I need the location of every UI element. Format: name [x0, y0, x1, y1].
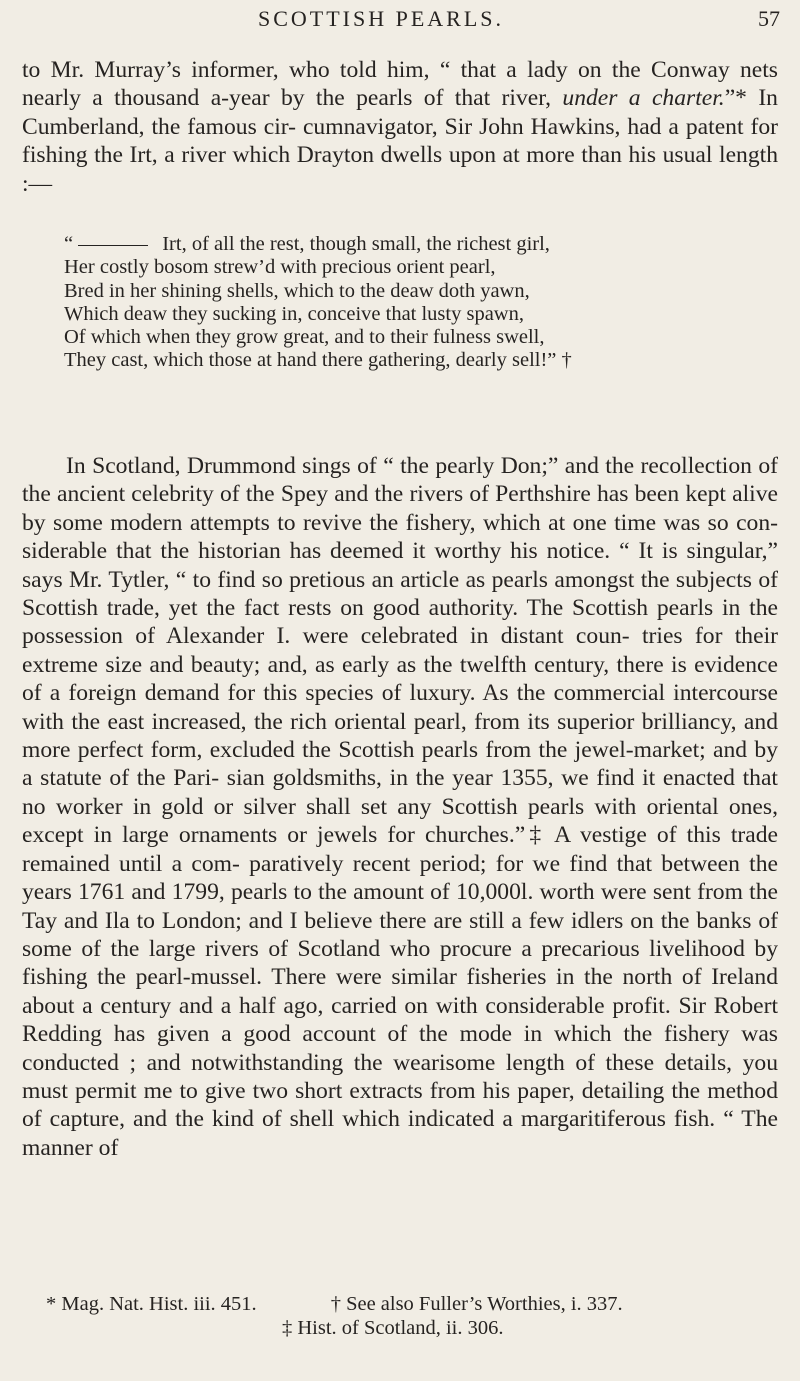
verse-line: They cast, which those at hand there gathering, dearly sell!” † — [64, 349, 572, 372]
verse-line: Her costly bosom strew’d with precious orient pearl, — [64, 256, 496, 279]
footnote-3: ‡ Hist. of Scotland, ii. 306. — [282, 1317, 504, 1339]
paragraph-intro-end: ”* In Cumberland, the famous cir- cumnavigator, Sir John Hawkins, had a patent for fishing the Irt, a river which Drayton dwells upon at more than his usual length :— — [22, 85, 778, 197]
paragraph-intro-italic: under a charter. — [562, 85, 725, 112]
footnote-1: * Mag. Nat. Hist. iii. 451. — [46, 1293, 257, 1315]
paragraph-intro — [22, 56, 778, 198]
verse-line: Of which when they grow great, and to their fulness swell, — [64, 326, 545, 349]
page-number: 57 — [758, 6, 780, 31]
verse-quotation — [64, 233, 764, 373]
running-head: SCOTTISH PEARLS. — [258, 6, 505, 31]
footnote-2: † See also Fuller’s Worthies, i. 337. — [330, 1293, 623, 1315]
verse-open-quote: “ — [64, 233, 74, 255]
footnotes — [46, 1292, 786, 1340]
verse-dash-rule — [78, 245, 148, 246]
footnote-row — [46, 1316, 786, 1340]
footnote-row — [46, 1292, 786, 1316]
paragraph-intro-text: to Mr. Murray’s informer, who told him, “ that a lady on the Conway nets nearly a thousand a-year by the pearls of that river, — [22, 57, 778, 112]
verse-line: Bred in her shining shells, which to the deaw doth yawn, — [64, 279, 530, 302]
verse-line: “ Irt, of all the rest, though small, the richest girl, — [64, 233, 550, 255]
verse-line: Which deaw they sucking in, conceive that lusty spawn, — [64, 302, 524, 325]
paragraph-scotland: In Scotland, Drummond sings of “ the pearly Don;” and the recollection of the ancient celebrity of the Spey and the rivers of Perthshire has been kept alive by some modern attempts to revive the fishery, which at one time was so con- siderable that the historian has deemed it worthy his notice. “ It is singular,” says Mr. Tytler, “ to find so pretious an article as pearls amongst the subjects of Scottish trade, yet the fact rests on good authority. The Scottish pearls in the possession of Alexander I. were celebrated in distant coun- tries for their extreme size and beauty; and, as early as the twelfth century, there is evidence of a foreign demand for this species of luxury. As the commercial intercourse with the east increased, the rich oriental pearl, from its superior brilliancy, and more perfect form, excluded the Scottish pearls from the jewel-market; and by a statute of the Pari- sian goldsmiths, in the year 1355, we find it enacted that no worker in gold or silver shall set any Scottish pearls with oriental ones, except in large ornaments or jewels for churches.”‡ A vestige of this trade remained until a com- paratively recent period; for we find that between the years 1761 and 1799, pearls to the amount of 10,000l. worth were sent from the Tay and Ila to London; and I believe there are still a few idlers on the banks of some of the large rivers of Scotland who procure a precarious livelihood by fishing the pearl-mussel. There were similar fisheries in the north of Ireland about a century and a half ago, carried on with considerable profit. Sir Robert Redding has given a good account of the mode in which the fishery was conducted ; and notwithstanding the wearisome length of these details, you must permit me to give two short extracts from his paper, detailing the method of capture, and the kind of shell which indicated a margaritiferous fish. “ The manner of — [22, 453, 778, 1161]
